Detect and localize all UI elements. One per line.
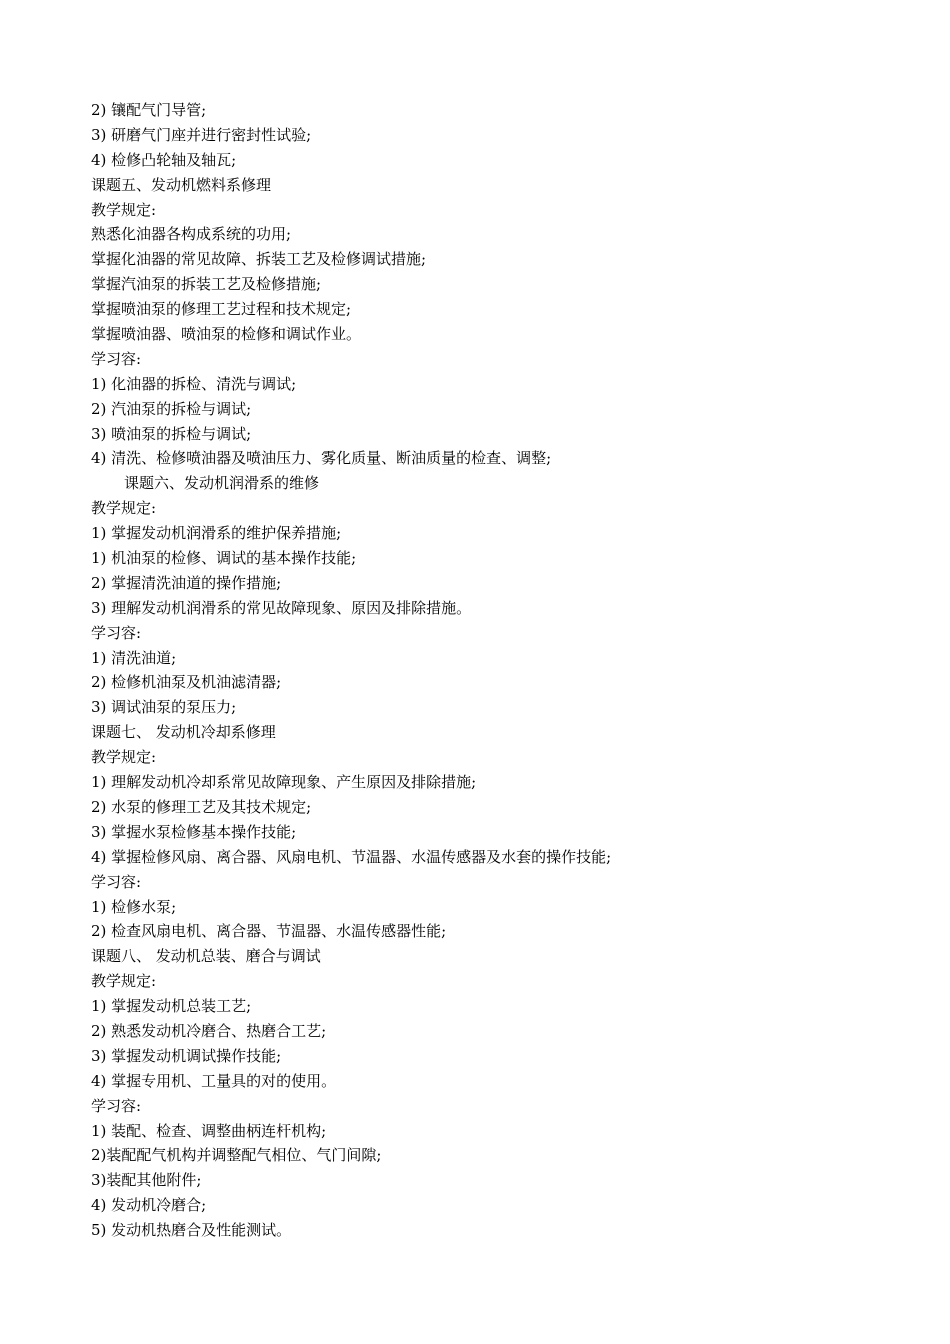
subheading: 学习容: bbox=[91, 1096, 142, 1115]
subheading: 学习容: bbox=[91, 872, 142, 891]
subheading: 教学规定: bbox=[91, 972, 157, 991]
text-line: 2) 检查风扇电机、离合器、节温器、水温传感器性能; bbox=[91, 922, 447, 941]
text-line: 2)装配配气机构并调整配气相位、气门间隙; bbox=[91, 1146, 382, 1165]
text-line: 3) 掌握水泵检修基本操作技能; bbox=[91, 822, 297, 841]
text-line: 掌握喷油泵的修理工艺过程和技术规定; bbox=[91, 300, 352, 319]
text-line: 2) 汽油泵的拆检与调试; bbox=[91, 399, 252, 418]
text-line: 3) 调试油泵的泵压力; bbox=[91, 698, 237, 717]
text-line: 1) 检修水泵; bbox=[91, 897, 177, 916]
text-line: 4) 发动机冷磨合; bbox=[91, 1196, 207, 1215]
section-heading: 课题八、 发动机总装、磨合与调试 bbox=[91, 947, 321, 966]
text-line: 掌握汽油泵的拆装工艺及检修措施; bbox=[91, 275, 322, 294]
text-line: 4) 掌握检修风扇、离合器、风扇电机、节温器、水温传感器及水套的操作技能; bbox=[91, 847, 612, 866]
subheading: 教学规定: bbox=[91, 499, 157, 518]
text-line: 1) 机油泵的检修、调试的基本操作技能; bbox=[91, 549, 357, 568]
document-body bbox=[91, 98, 911, 1243]
text-line: 1) 理解发动机冷却系常见故障现象、产生原因及排除措施; bbox=[91, 773, 477, 792]
text-line: 1) 掌握发动机总装工艺; bbox=[91, 997, 252, 1016]
text-line: 2) 检修机油泵及机油滤清器; bbox=[91, 673, 282, 692]
text-line: 4) 掌握专用机、工量具的对的使用。 bbox=[91, 1071, 337, 1090]
text-line: 2) 熟悉发动机冷磨合、热磨合工艺; bbox=[91, 1021, 327, 1040]
text-line: 熟悉化油器各构成系统的功用; bbox=[91, 225, 292, 244]
text-line: 3) 研磨气门座并进行密封性试验; bbox=[91, 125, 312, 144]
section-heading: 课题五、发动机燃料系修理 bbox=[91, 175, 272, 194]
text-line: 2) 水泵的修理工艺及其技术规定; bbox=[91, 797, 312, 816]
subheading: 教学规定: bbox=[91, 748, 157, 767]
text-line: 掌握化油器的常见故障、拆装工艺及检修调试措施; bbox=[91, 250, 427, 269]
text-line: 1) 掌握发动机润滑系的维护保养措施; bbox=[91, 524, 342, 543]
section-heading: 课题六、发动机润滑系的维修 bbox=[124, 474, 320, 493]
text-line: 2) 镶配气门导管; bbox=[91, 101, 207, 119]
text-line: 4) 检修凸轮轴及轴瓦; bbox=[91, 150, 237, 169]
text-line: 2) 掌握清洗油道的操作措施; bbox=[91, 573, 282, 592]
text-line: 5) 发动机热磨合及性能测试。 bbox=[91, 1221, 292, 1240]
text-line: 1) 化油器的拆检、清洗与调试; bbox=[91, 374, 297, 393]
text-line: 3)装配其他附件; bbox=[91, 1171, 202, 1190]
subheading: 教学规定: bbox=[91, 200, 157, 219]
text-line: 1) 装配、检查、调整曲柄连杆机构; bbox=[91, 1121, 327, 1140]
text-line: 3) 掌握发动机调试操作技能; bbox=[91, 1046, 282, 1065]
text-line: 3) 理解发动机润滑系的常见故障现象、原因及排除措施。 bbox=[91, 598, 472, 617]
text-line: 掌握喷油器、喷油泵的检修和调试作业。 bbox=[91, 325, 362, 344]
text-line: 4) 清洗、检修喷油器及喷油压力、雾化质量、断油质量的检查、调整; bbox=[91, 449, 552, 468]
subheading: 学习容: bbox=[91, 623, 142, 642]
text-line: 3) 喷油泵的拆检与调试; bbox=[91, 424, 252, 443]
section-heading: 课题七、 发动机冷却系修理 bbox=[91, 723, 276, 742]
text-line: 1) 清洗油道; bbox=[91, 648, 177, 667]
subheading: 学习容: bbox=[91, 349, 142, 368]
